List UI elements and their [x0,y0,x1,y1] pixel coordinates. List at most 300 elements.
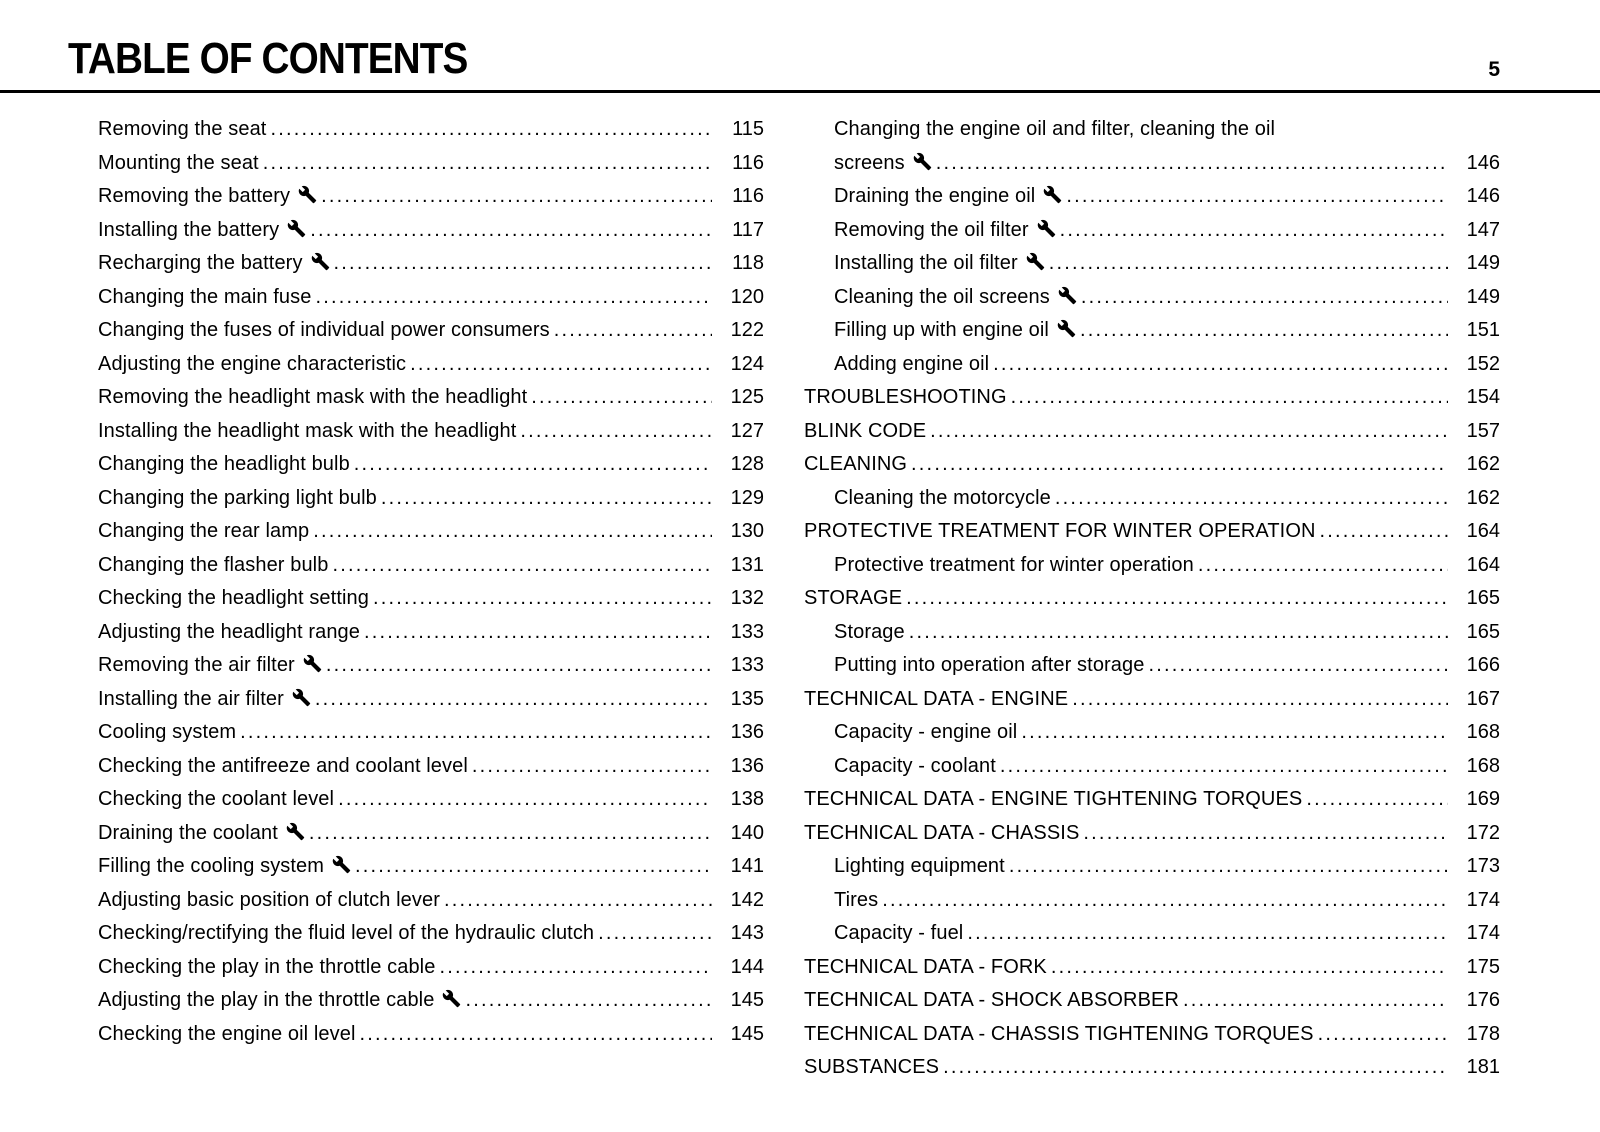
toc-entry [68,884,764,918]
toc-leader-dots [531,381,712,415]
toc-leader-dots [444,884,712,918]
toc-entry-label: Checking the engine oil level [98,1022,356,1045]
toc-entry-labelwrap [98,515,309,549]
toc-entry-line [834,616,1500,650]
toc-entry-line [98,113,764,147]
toc-entry-label: TECHNICAL DATA - ENGINE [804,687,1069,710]
toc-entry [68,247,764,281]
toc-entry-label: Adding engine oil [834,352,990,375]
toc-entry-line [98,884,764,918]
toc-entry-line [98,281,764,315]
toc-entry-labelwrap [98,683,311,717]
toc-entry-line [98,817,764,851]
wrench-icon [303,654,322,673]
toc-entry-line [834,482,1500,516]
toc-entry-labelwrap [804,817,1079,851]
toc-entry-line [98,549,764,583]
toc-entry [804,113,1500,180]
toc-entry-line [98,147,764,181]
toc-entry [804,549,1500,583]
toc-entry-label: Changing the fuses of individual power consumers [98,319,550,341]
toc-entry-line [98,348,764,382]
toc-entry [804,1018,1500,1052]
toc-entry-labelwrap [98,348,406,382]
toc-entry-page: 116 [732,151,764,174]
toc-entry [804,850,1500,884]
toc-entry [804,314,1500,348]
toc-entry-page: 146 [1466,185,1500,207]
toc-entry-label: Changing the main fuse [98,285,312,308]
toc-entry-line [834,214,1500,248]
toc-entry-labelwrap [98,884,440,918]
toc-entry-line [98,482,764,516]
toc-leader-dots [364,616,712,650]
toc-leader-dots [1000,750,1448,784]
toc-entry-labelwrap [804,381,1007,415]
toc-entry [804,616,1500,650]
toc-leader-dots [1083,817,1448,851]
toc-entry-labelwrap [804,448,907,482]
toc-leader-dots [930,415,1448,449]
toc-entry-page: 125 [730,386,764,408]
toc-entry-line [98,783,764,817]
toc-entry-labelwrap [98,113,266,147]
wrench-icon [311,252,330,271]
toc-entry-page: 117 [732,218,764,241]
toc-entry-labelwrap [804,1018,1314,1052]
toc-entry-labelwrap [98,616,360,650]
toc-entry-page: 127 [730,419,764,442]
toc-entry-labelwrap [98,984,461,1018]
toc-entry-labelwrap [834,917,963,951]
toc-entry-line [834,113,1500,147]
toc-entry-labelwrap [98,716,236,750]
toc-entry [68,448,764,482]
toc-entry [804,951,1500,985]
toc-entry [68,482,764,516]
toc-entry-line [834,147,1500,181]
toc-leader-dots [338,783,712,817]
toc-entry-labelwrap [98,247,330,281]
toc-entry-labelwrap [98,582,369,616]
toc-entry-label: Changing the headlight bulb [98,453,350,475]
toc-entry-label: Changing the engine oil and filter, cleaning the oil [834,118,1276,140]
toc-entry-labelwrap [804,515,1316,549]
toc-entry-labelwrap [834,482,1051,516]
toc-entry [68,683,764,717]
toc-entry-page: 165 [1466,587,1500,609]
toc-leader-dots [309,817,712,851]
toc-entry-line [98,314,764,348]
toc-entry-line [834,716,1500,750]
toc-entry-line [834,649,1500,683]
toc-entry-line [98,415,764,449]
toc-entry-page: 129 [730,486,764,509]
toc-entry-page: 151 [1466,319,1500,341]
toc-leader-dots [936,147,1448,181]
toc-entry [804,817,1500,851]
toc-entry-labelwrap [98,147,259,181]
toc-entry-line [98,214,764,248]
toc-entry-label: Capacity - fuel [834,922,964,944]
toc-entry-label: Tires [834,888,879,911]
toc-entry-labelwrap [98,314,550,348]
toc-entry-label: Cooling system [98,721,237,743]
toc-entry-labelwrap [98,381,527,415]
toc-entry-line [98,247,764,281]
toc-entry [804,214,1500,248]
toc-entry-line [98,683,764,717]
page-title: TABLE OF CONTENTS [68,34,468,83]
toc-entry-page: 136 [730,754,764,777]
toc-entry-labelwrap [804,951,1047,985]
toc-entry-label: Changing the parking light bulb [98,486,377,509]
toc-entry-line [804,448,1500,482]
toc-entry-labelwrap [834,180,1062,214]
wrench-icon [1057,319,1076,338]
toc-entry-line [98,649,764,683]
toc-entry-labelwrap [834,649,1144,683]
toc-entry [68,381,764,415]
toc-entry-labelwrap [804,984,1179,1018]
toc-leader-dots [465,984,712,1018]
toc-entry-page: 135 [730,687,764,710]
toc-entry-label: Mounting the seat [98,151,259,174]
toc-entry-page: 120 [730,285,764,308]
toc-entry-page: 162 [1466,486,1500,509]
toc-entry-labelwrap [98,281,311,315]
toc-entry-labelwrap [804,415,926,449]
toc-entry-page: 174 [1466,922,1500,944]
toc-entry-line [804,817,1500,851]
toc-entry [68,147,764,181]
toc-entry-page: 166 [1466,654,1500,676]
toc-entry [68,314,764,348]
toc-entry [804,381,1500,415]
toc-leader-dots [310,214,712,248]
toc-entry-labelwrap [804,683,1068,717]
toc-entry-labelwrap [98,783,334,817]
toc-entry-label: Lighting equipment [834,855,1005,877]
toc-entry [68,113,764,147]
toc-entry-line [804,984,1500,1018]
toc-entry-line [834,549,1500,583]
toc-entry-label: PROTECTIVE TREATMENT FOR WINTER OPERATION [804,520,1316,542]
toc-entry-label: BLINK CODE [804,419,927,442]
toc-leader-dots [943,1051,1448,1085]
toc-leader-dots [1072,683,1448,717]
toc-entry [804,348,1500,382]
toc-entry-page: 142 [730,888,764,911]
toc-entry [68,649,764,683]
toc-entry-label: Adjusting basic position of clutch lever [98,888,440,911]
toc-entry-label: Installing the air filter [98,687,284,710]
toc-leader-dots [598,917,712,951]
toc-leader-dots [439,951,712,985]
toc-leader-dots [520,415,712,449]
toc-entry-labelwrap [804,783,1302,817]
toc-entry [804,448,1500,482]
toc-entry-labelwrap [98,850,351,884]
toc-entry-line [98,180,764,214]
toc-entry-page: 157 [1466,419,1500,442]
toc-leader-dots [326,649,712,683]
toc-entry-labelwrap [98,180,317,214]
toc-entry-line [834,348,1500,382]
toc-entry-label: Putting into operation after storage [834,654,1145,676]
toc-entry-page: 140 [730,821,764,844]
toc-entry-label: Protective treatment for winter operation [834,553,1194,576]
toc-entry-line [834,750,1500,784]
toc-entry-line [834,884,1500,918]
toc-entry [804,582,1500,616]
toc-entry-label: TECHNICAL DATA - CHASSIS TIGHTENING TORQUES [804,1022,1314,1045]
toc-entry-labelwrap [98,415,516,449]
toc-entry-line [98,850,764,884]
toc-entry-page: 162 [1466,453,1500,475]
toc-entry-page: 132 [730,587,764,609]
toc-entry-page: 149 [1466,285,1500,308]
toc-entry-label: Removing the oil filter [834,218,1029,241]
toc-entry-label: Cleaning the oil screens [834,285,1050,308]
wrench-icon [287,219,306,238]
toc-entry [804,984,1500,1018]
toc-entry-line [834,850,1500,884]
toc-entry-label: Removing the air filter [98,654,295,676]
toc-entry-label: Installing the oil filter [834,252,1018,274]
toc-entry [68,281,764,315]
toc-entry-line [804,582,1500,616]
toc-entry-label: STORAGE [804,587,903,609]
toc-entry-line [98,1018,764,1052]
toc-entry-page: 116 [732,185,764,207]
toc-entry-label: TECHNICAL DATA - ENGINE TIGHTENING TORQUES [804,788,1303,810]
toc-leader-dots [1183,984,1448,1018]
toc-leader-dots [373,582,712,616]
toc-entry-labelwrap [804,582,902,616]
toc-entry-line [98,984,764,1018]
toc-entry [68,1018,764,1052]
toc-entry-line [98,750,764,784]
wrench-icon [913,152,932,171]
toc-entry-line [834,917,1500,951]
toc-entry-line [98,582,764,616]
toc-leader-dots [315,683,712,717]
toc-entry-page: 145 [730,1022,764,1045]
toc-entry-labelwrap [98,214,306,248]
toc-leader-dots [1021,716,1448,750]
toc-entry-label: TECHNICAL DATA - FORK [804,955,1047,978]
toc-entry-label: Draining the engine oil [834,185,1036,207]
toc-entry-line [834,247,1500,281]
toc-entry-line [834,180,1500,214]
toc-entry [68,180,764,214]
toc-entry-page: 133 [730,620,764,643]
toc-entry-page: 138 [730,788,764,810]
toc-entry [804,247,1500,281]
toc-entry-labelwrap [804,1051,939,1085]
toc-entry-label: Checking the headlight setting [98,587,369,609]
toc-entry-line [98,381,764,415]
toc-entry [804,281,1500,315]
toc-entry-line [98,917,764,951]
toc-entry-page: 143 [730,922,764,944]
toc-leader-dots [1009,850,1448,884]
toc-entry-page: 147 [1466,218,1500,241]
toc-entry-page: 178 [1466,1022,1500,1045]
toc-entry [804,482,1500,516]
toc-entry [804,649,1500,683]
toc-entry-labelwrap [98,448,350,482]
toc-entry-line [804,1018,1500,1052]
toc-entry-label: Adjusting the play in the throttle cable [98,989,435,1011]
toc-entry-line [834,314,1500,348]
toc-entry-labelwrap [834,884,878,918]
toc-entry [804,750,1500,784]
toc-entry-label: TROUBLESHOOTING [804,386,1007,408]
toc-entry-label: Capacity - engine oil [834,721,1018,743]
toc-entry-labelwrap [834,314,1076,348]
toc-entry-label: Draining the coolant [98,821,278,844]
toc-leader-dots [381,482,712,516]
toc-entry-labelwrap [834,348,989,382]
toc-entry-page: 131 [730,553,764,576]
toc-leader-dots [882,884,1448,918]
toc-entry-page: 141 [730,855,764,877]
toc-entry [68,750,764,784]
toc-entry-labelwrap [834,247,1045,281]
toc-entry-line [804,1051,1500,1085]
toc-entry-line [804,683,1500,717]
toc-entry [68,817,764,851]
toc-entry-page: 144 [730,955,764,978]
toc-entry-label: Installing the headlight mask with the headlight [98,419,517,442]
toc-entry-page: 169 [1466,788,1500,810]
page-header [0,0,1600,90]
wrench-icon [292,688,311,707]
toc-entry-label: Storage [834,620,905,643]
toc-entry-label: Adjusting the engine characteristic [98,352,407,375]
toc-leader-dots [909,616,1448,650]
toc-leader-dots [1306,783,1448,817]
toc-entry-page: 167 [1466,687,1500,710]
toc-entry-page: 152 [1466,352,1500,375]
toc-entry-page: 154 [1466,386,1500,408]
toc-entry-labelwrap [834,214,1056,248]
page-number: 5 [1488,58,1500,81]
toc-entry-labelwrap [834,750,996,784]
toc-leader-dots [911,448,1448,482]
toc-entry-labelwrap [98,817,305,851]
toc-entry-label: Removing the headlight mask with the headlight [98,386,528,408]
toc-entry-page: 174 [1466,888,1500,911]
toc-entry [68,616,764,650]
toc-leader-dots [967,917,1448,951]
toc-entry-page: 168 [1466,754,1500,777]
toc-leader-dots [1055,482,1448,516]
toc-entry-label: screens [834,151,905,174]
toc-entry [804,716,1500,750]
toc-entry-label: Removing the seat [98,118,267,140]
toc-leader-dots [1080,314,1448,348]
toc-entry-line [98,448,764,482]
wrench-icon [332,855,351,874]
toc-leader-dots [1060,214,1448,248]
toc-entry [68,415,764,449]
toc-entry [68,917,764,951]
toc-entry-labelwrap [834,113,1275,147]
toc-entry-labelwrap [834,616,905,650]
toc-entry-labelwrap [834,850,1005,884]
toc-entry-label: Checking the play in the throttle cable [98,955,436,978]
toc-entry [68,783,764,817]
toc-entry-page: 176 [1466,989,1500,1011]
toc-entry-page: 146 [1466,151,1500,174]
toc-entry-label: Changing the rear lamp [98,520,310,542]
toc-entry [68,549,764,583]
wrench-icon [286,822,305,841]
toc-entry-line [804,415,1500,449]
toc-entry [68,348,764,382]
toc-entry-label: Removing the battery [98,185,291,207]
toc-leader-dots [1318,1018,1448,1052]
toc-entry-label: Changing the flasher bulb [98,553,329,576]
toc-entry-line [98,515,764,549]
wrench-icon [442,989,461,1008]
toc-entry-page: 136 [730,721,764,743]
toc-entry-page: 181 [1466,1056,1500,1078]
toc-entry-label: TECHNICAL DATA - SHOCK ABSORBER [804,989,1180,1011]
toc-entry-labelwrap [98,1018,356,1052]
toc-entry-label: CLEANING [804,453,908,475]
toc-entry-page: 118 [732,252,764,274]
toc-entry [68,984,764,1018]
toc-leader-dots [1081,281,1448,315]
toc-leader-dots [360,1018,712,1052]
wrench-icon [1037,219,1056,238]
toc-entry-page: 145 [730,989,764,1011]
toc-leader-dots [1051,951,1448,985]
toc-entry [68,515,764,549]
toc-entry-labelwrap [834,281,1077,315]
toc-entry-label: Cleaning the motorcycle [834,486,1051,509]
toc-entry-line [804,381,1500,415]
wrench-icon [1058,286,1077,305]
toc-entry-label: Recharging the battery [98,252,303,274]
toc-entry-labelwrap [98,951,435,985]
toc-leader-dots [315,281,712,315]
toc-entry-label: Adjusting the headlight range [98,620,360,643]
toc-entry [804,917,1500,951]
toc-right-column [804,113,1500,1085]
toc-leader-dots [240,716,712,750]
toc-left-column [68,113,764,1085]
toc-entry-label: Capacity - coolant [834,754,996,777]
toc-entry [804,415,1500,449]
toc-leader-dots [1198,549,1448,583]
wrench-icon [1043,185,1062,204]
toc-entry [804,1051,1500,1085]
toc-entry-labelwrap [98,482,377,516]
toc-columns [0,93,1600,1085]
toc-entry-page: 168 [1466,721,1500,743]
toc-entry-line [804,783,1500,817]
toc-entry-line [834,281,1500,315]
toc-leader-dots [906,582,1448,616]
toc-entry [68,951,764,985]
toc-leader-dots [1049,247,1448,281]
toc-leader-dots [270,113,712,147]
